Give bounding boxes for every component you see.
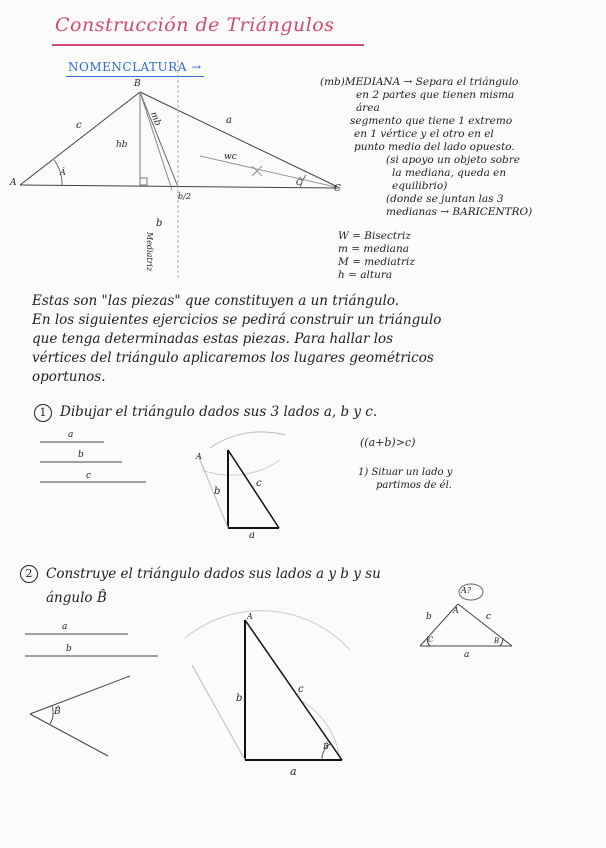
- bisector-label: wc: [224, 152, 237, 162]
- legend-item: h = altura: [338, 269, 393, 281]
- ex1-side-b-label: b: [214, 486, 221, 497]
- paragraph-line: oportunos.: [32, 369, 106, 385]
- intro-paragraph: [32, 292, 572, 387]
- ex1-seg-a-label: a: [68, 430, 74, 440]
- vertex-a-label: A: [10, 178, 17, 188]
- exercise1-number: [34, 404, 52, 422]
- vertex-c-label: C: [334, 184, 341, 194]
- side-c-line: [20, 92, 140, 185]
- ex1-seg-b-label: b: [78, 450, 84, 460]
- page-title: Construcción de Triángulos: [55, 14, 335, 36]
- ex2-side-c-label: c: [298, 684, 304, 695]
- side-b-label: b: [156, 218, 163, 229]
- ex1-segments: [40, 442, 146, 482]
- paragraph-line: En los siguientes ejercicios se pedirá construir un triángulo: [32, 312, 442, 328]
- ex2-segments: [25, 634, 158, 656]
- sketch-vertex-c: C: [428, 636, 434, 644]
- mediana-note: [320, 76, 600, 219]
- ex1-vertex-a-label: A: [196, 452, 202, 461]
- note-line: medianas → BARICENTRO): [386, 206, 533, 218]
- side-a-line: [140, 92, 340, 188]
- vertex-b-label: B: [134, 79, 141, 89]
- ex2-vertex-a-label: A: [247, 612, 253, 621]
- exercise2-statement-line2: ángulo B̂: [46, 590, 107, 606]
- median-line: [140, 92, 178, 187]
- exercise1-statement: Dibujar el triángulo dados sus 3 lados a, b y c.: [60, 404, 378, 420]
- exercise2-number: [20, 565, 38, 583]
- paragraph-line: que tenga determinadas estas piezas. Para hallar los: [32, 331, 394, 347]
- hint-line: partimos de él.: [376, 480, 452, 491]
- ex1-triangle: [198, 432, 285, 528]
- ex1-hint: [358, 466, 452, 492]
- paragraph-line: Estas son "las piezas" que constituyen a un triángulo.: [32, 293, 400, 309]
- ex1-side-c-label: c: [256, 478, 262, 489]
- note-line: equilibrio): [392, 180, 448, 192]
- height-label: hb: [116, 140, 128, 150]
- ex2-angle-label: B̂: [54, 707, 61, 717]
- hint-line: 1) Situar un lado y: [358, 467, 453, 478]
- mediatrix-label: Mediatriz: [145, 232, 154, 272]
- sketch-side-b: b: [426, 612, 432, 622]
- side-c-label: c: [76, 120, 82, 131]
- ex2-seg-b-label: b: [66, 644, 72, 654]
- paragraph-line: vértices del triángulo aplicaremos los lugares geométricos: [32, 350, 434, 366]
- midpoint-label: b/2: [178, 192, 191, 201]
- exercise-number-badge: 2: [20, 565, 38, 583]
- ex2-side-a-label: a: [290, 765, 297, 778]
- note-line: (donde se juntan las 3: [386, 193, 504, 205]
- legend: [338, 230, 415, 282]
- ex2-angle: [30, 676, 130, 756]
- note-line: (mb)MEDIANA → Separa el triángulo: [320, 76, 519, 88]
- ex1-side-a-label: a: [249, 530, 255, 541]
- bisector-line: [200, 156, 340, 188]
- legend-item: m = mediana: [338, 243, 409, 255]
- nomenclature-triangle: [20, 60, 340, 280]
- sketch-side-a: a: [464, 650, 470, 660]
- note-line: punto medio del lado opuesto.: [354, 141, 515, 153]
- median-label: mb: [147, 110, 163, 128]
- ex1-seg-c-label: c: [86, 471, 92, 481]
- sketch-bubble: A?: [461, 586, 472, 595]
- note-line: segmento que tiene 1 extremo: [350, 115, 513, 127]
- sketch-side-c: c: [486, 612, 492, 622]
- ex1-condition: ((a+b)>c): [360, 436, 416, 449]
- angle-c-label: Ĉ: [296, 178, 303, 187]
- angle-a-label: Â: [60, 168, 66, 177]
- note-line: área: [356, 102, 380, 114]
- ex2-triangle: [185, 611, 350, 760]
- side-a-label: a: [226, 115, 232, 126]
- sketch-vertex-a: A: [453, 606, 459, 615]
- note-line: en 2 partes que tienen misma: [356, 89, 515, 101]
- legend-item: M = mediatriz: [338, 256, 415, 268]
- legend-item: W = Bisectriz: [338, 230, 411, 242]
- ex2-side-b-label: b: [236, 693, 243, 704]
- sketch-vertex-b: B: [494, 637, 500, 645]
- exercise-number-badge: 1: [34, 404, 52, 422]
- ex2-figure-angle-label: B̂: [323, 742, 329, 751]
- ex2-seg-a-label: a: [62, 622, 68, 632]
- note-line: (si apoyo un objeto sobre: [386, 154, 520, 166]
- section-subtitle: NOMENCLATURA →: [68, 60, 202, 74]
- note-line: la mediana, queda en: [392, 167, 507, 179]
- note-line: en 1 vértice y el otro en el: [354, 128, 494, 140]
- side-b-line: [20, 185, 340, 188]
- exercise2-statement-line1: Construye el triángulo dados sus lados a y b y su: [46, 566, 381, 582]
